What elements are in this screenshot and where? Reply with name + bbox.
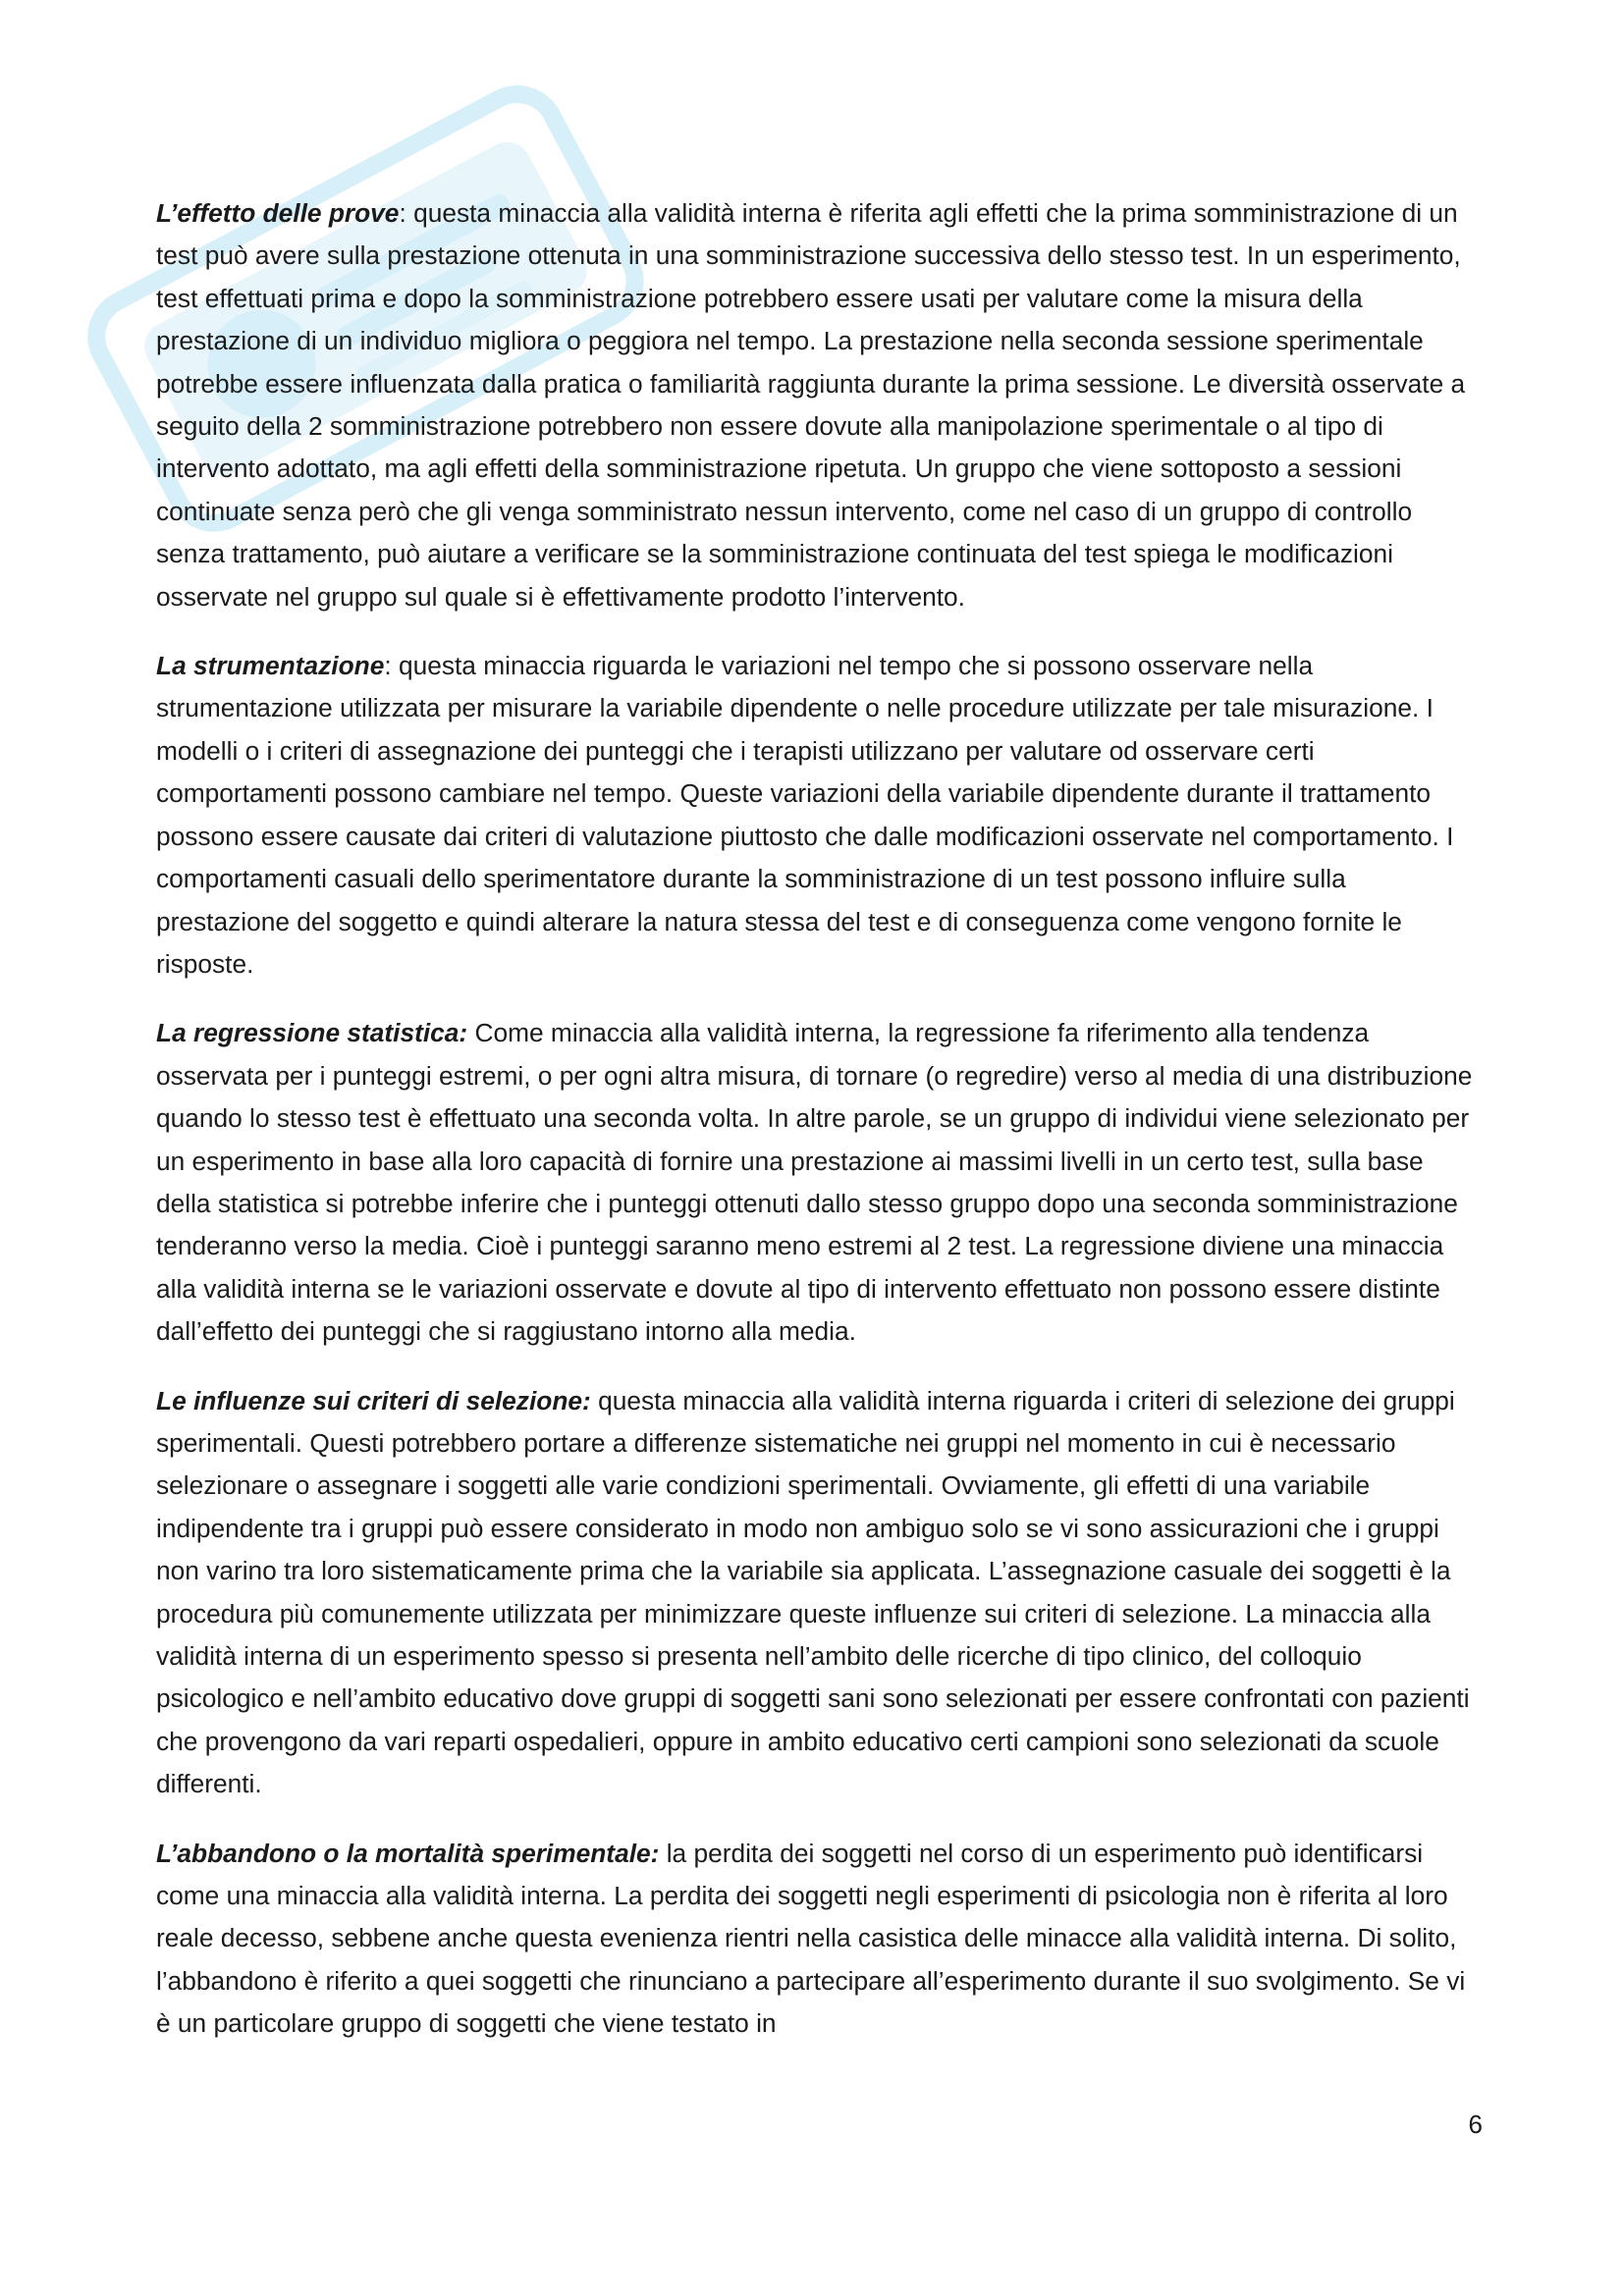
term-separator: : [399, 198, 414, 228]
term-separator [659, 1839, 666, 1868]
page-number: 6 [1468, 2109, 1483, 2139]
paragraph-text: Come minaccia alla validità interna, la regressione fa riferimento alla tendenza osservata per i punteggi estremi, o per ogni altra misura, di tornare (o regredire) verso al media di una distribuzione quando lo stesso test è effettuato una seconda volta. In altre parole, se un gruppo di individui viene selezionato per un esperimento in base alla loro capacità di fornire una prestazione ai massimi livelli in un certo test, sulla base della statistica si potrebbe inferire che i punteggi ottenuti dallo stesso gruppo dopo una seconda somministrazione tenderanno verso la media. Cioè i punteggi saranno meno estremi al 2 test. La regressione diviene una minaccia alla validità interna se le variazioni osservate e dovute al tipo di intervento effettuato non possono essere distinte dall’effetto dei punteggi che si raggiustano intorno alla media. [156, 1018, 1473, 1347]
paragraph-criteri-selezione [156, 1380, 1482, 1806]
paragraph-regressione-statistica [156, 1012, 1482, 1353]
paragraph-text: la perdita dei soggetti nel corso di un esperimento può identificarsi come una minaccia alla validità interna. La perdita dei soggetti negli esperimenti di psicologia non è riferita al loro reale decesso, sebbene anche questa evenienza rientri nella casistica delle minacce alla validità interna. Di solito, l’abbandono è riferito a quei soggetti che rinunciano a partecipare all’esperimento durante il suo svolgimento. Se vi è un particolare gruppo di soggetti che viene testato in [156, 1838, 1466, 2039]
paragraph-text: questa minaccia alla validità interna è riferita agli effetti che la prima somministrazione di un test può avere sulla prestazione ottenuta in una somministrazione successiva dello stesso test. In un esperimento, test effettuati prima e dopo la somministrazione potrebbero essere usati per valutare come la misura della prestazione di un individuo migliora o peggiora nel tempo. La prestazione nella seconda sessione sperimentale potrebbe essere influenzata dalla pratica o familiarità raggiunta durante la prima sessione. Le diversità osservate a seguito della 2 somministrazione potrebbero non essere dovute alla manipolazione sperimentale o al tipo di intervento adottato, ma agli effetti della somministrazione ripetuta. Un gruppo che viene sottoposto a sessioni continuate senza però che gli venga somministrato nessun intervento, come nel caso di un gruppo di controllo senza trattamento, può aiutare a verificare se la somministrazione continuata del test spiega le modificazioni osservate nel gruppo sul quale si è effettivamente prodotto l’intervento. [156, 198, 1466, 612]
paragraph-effetto-prove [156, 192, 1482, 618]
term-separator: : [384, 651, 399, 681]
paragraph-text: questa minaccia riguarda le variazioni nel tempo che si possono osservare nella strumentazione utilizzata per misurare la variabile dipendente o nelle procedure utilizzate per tale misurazione. I modelli o i criteri di assegnazione dei punteggi che i terapisti utilizzano per valutare od osservare certi comportamenti possono cambiare nel tempo. Queste variazioni della variabile dipendente durante il trattamento possono essere causate dai criteri di valutazione piuttosto che dalle modificazioni osservate nel comportamento. I comportamenti casuali dello sperimentatore durante la somministrazione di un test possono influire sulla prestazione del soggetto e quindi alterare la natura stessa del test e di conseguenza come vengono fornite le risposte. [156, 651, 1454, 979]
paragraph-text: questa minaccia alla validità interna riguarda i criteri di selezione dei gruppi sperimentali. Questi potrebbero portare a differenze sistematiche nei gruppi nel momento in cui è necessario selezionare o assegnare i soggetti alle varie condizioni sperimentali. Ovviamente, gli effetti di una variabile indipendente tra i gruppi può essere considerato in modo non ambiguo solo se vi sono assicurazioni che i gruppi non varino tra loro sistematicamente prima che la variabile sia applicata. L’assegnazione casuale dei soggetti è la procedura più comunemente utilizzata per minimizzare queste influenze sui criteri di selezione. La minaccia alla validità interna di un esperimento spesso si presenta nell’ambito delle ricerche di tipo clinico, del colloquio psicologico e nell’ambito educativo dove gruppi di soggetti sani sono selezionati per essere confrontati con pazienti che provengono da vari reparti ospedalieri, oppure in ambito educativo certi campioni sono selezionati da scuole differenti. [156, 1385, 1470, 1799]
term-heading: La strumentazione [156, 651, 385, 681]
paragraph-abbandono-mortalita [156, 1833, 1482, 2046]
term-heading: L’abbandono o la mortalità sperimentale: [156, 1838, 660, 1868]
paragraph-strumentazione [156, 645, 1482, 986]
term-heading: La regressione statistica: [156, 1018, 468, 1048]
term-separator [591, 1386, 598, 1415]
term-heading: Le influenze sui criteri di selezione: [156, 1385, 591, 1415]
term-heading: L’effetto delle prove [156, 198, 400, 228]
page-content [156, 192, 1482, 2072]
